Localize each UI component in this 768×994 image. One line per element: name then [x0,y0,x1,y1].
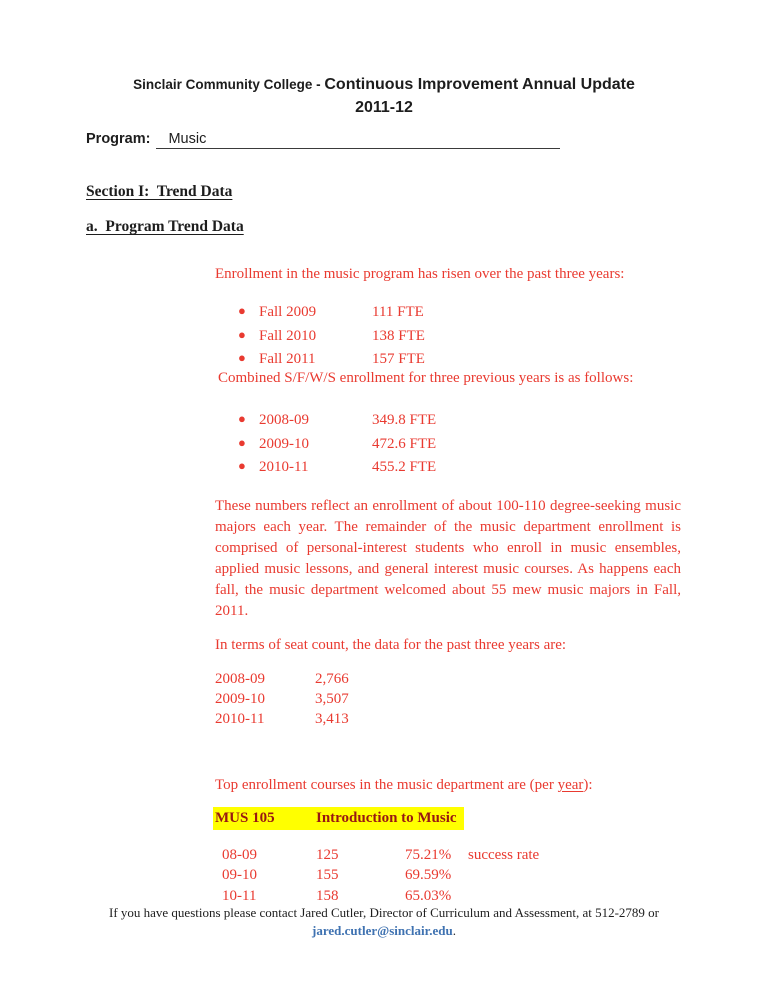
bullet-icon: ● [238,411,246,426]
list-item [215,689,349,709]
course-enrollment: 155 [316,867,339,884]
list-term: Fall 2009 [259,304,317,320]
list-item [215,709,349,729]
combined-enrollment-intro-text: Combined S/F/W/S enrollment for three previous years is as follows: [218,370,634,386]
program-blank-underline [156,131,560,149]
list-value: 3,413 [315,711,349,727]
list-item [238,324,425,348]
list-item [238,408,436,432]
top-courses-intro-text [215,777,593,794]
list-item [238,432,436,456]
course-year: 09-10 [222,867,257,884]
footer [0,904,768,939]
list-value: 138 FTE [372,327,425,344]
doc-title-prefix: Sinclair Community College - [133,77,325,92]
footer-period: . [452,922,456,938]
bullet-icon: ● [238,326,246,342]
list-value: 472.6 FTE [372,435,437,452]
fall-fte-list [238,300,425,371]
list-term: 2010-11 [259,459,309,475]
list-term: 2008-09 [215,671,265,687]
course-data-list [222,845,539,906]
table-row [222,845,539,865]
list-term: 2008-09 [259,412,309,428]
bullet-icon: ● [238,458,246,473]
program-label: Program: [86,131,151,147]
table-row [222,886,539,906]
doc-title-year: 2011-12 [355,99,413,116]
table-row [222,865,539,885]
course-year: 10-11 [222,887,257,904]
enrollment-intro-text: Enrollment in the music program has risen over the past three years: [215,266,625,282]
program-value: Music [168,131,207,147]
section-heading-trend-data: Section I: Trend Data [86,183,233,200]
list-term: Fall 2010 [259,327,317,344]
top-courses-intro-underlined-word: year [557,777,584,793]
course-code: MUS 105 [215,810,275,826]
list-item [238,300,425,324]
trend-narrative-paragraph: These numbers reflect an enrollment of about 100-110 degree-seeking music majors each year. The remainder of the music department enrollment is comprised of personal-interest students who enroll in music ensembles, applied music lessons, and general interest music courses. As happens each fall, the music department welcomed about 55 mew music majors in Fall, 2011. [215,498,681,619]
course-success-rate: 65.03% [405,887,452,904]
list-value: 157 FTE [372,351,425,367]
list-item [238,455,436,479]
course-enrollment: 158 [316,887,339,904]
list-item [215,669,349,689]
course-success-rate: 69.59% [405,867,452,884]
list-term: 2009-10 [215,691,265,707]
doc-header [0,73,768,119]
program-line [86,131,560,149]
email-link[interactable]: jared.cutler@sinclair.edu [312,922,453,938]
seat-count-list [215,669,349,729]
footer-contact-text: If you have questions please contact Jared Cutler, Director of Curriculum and Assessment, at 512-2789 or [108,905,660,920]
list-value: 2,766 [315,671,349,687]
seat-count-intro-text: In terms of seat count, the data for the past three years are: [215,637,567,653]
subsection-heading-program-trend-data: a. Program Trend Data [86,218,244,235]
doc-title-line [0,73,768,96]
bullet-icon: ● [238,434,246,450]
list-term: 2009-10 [259,435,309,452]
top-courses-intro-post: ): [583,777,593,793]
bullet-icon: ● [238,303,246,318]
list-value: 3,507 [315,691,349,707]
doc-title-main: Continuous Improvement Annual Update [324,76,635,93]
course-enrollment: 125 [316,847,339,863]
combined-fte-list [238,408,436,479]
list-term: 2010-11 [215,711,265,727]
course-name: Introduction to Music [316,810,457,826]
course-rate-note: success rate [468,847,540,863]
bullet-icon: ● [238,350,246,365]
course-header-highlight [213,807,464,830]
list-term: Fall 2011 [259,351,316,367]
list-value: 111 FTE [372,304,424,320]
list-value: 455.2 FTE [372,459,437,475]
course-success-rate: 75.21% [405,847,452,863]
list-value: 349.8 FTE [372,412,437,428]
course-year: 08-09 [222,847,257,863]
list-item [238,347,425,371]
footer-email-line [0,922,768,940]
top-courses-intro-pre: Top enrollment courses in the music department are (per [215,777,558,793]
